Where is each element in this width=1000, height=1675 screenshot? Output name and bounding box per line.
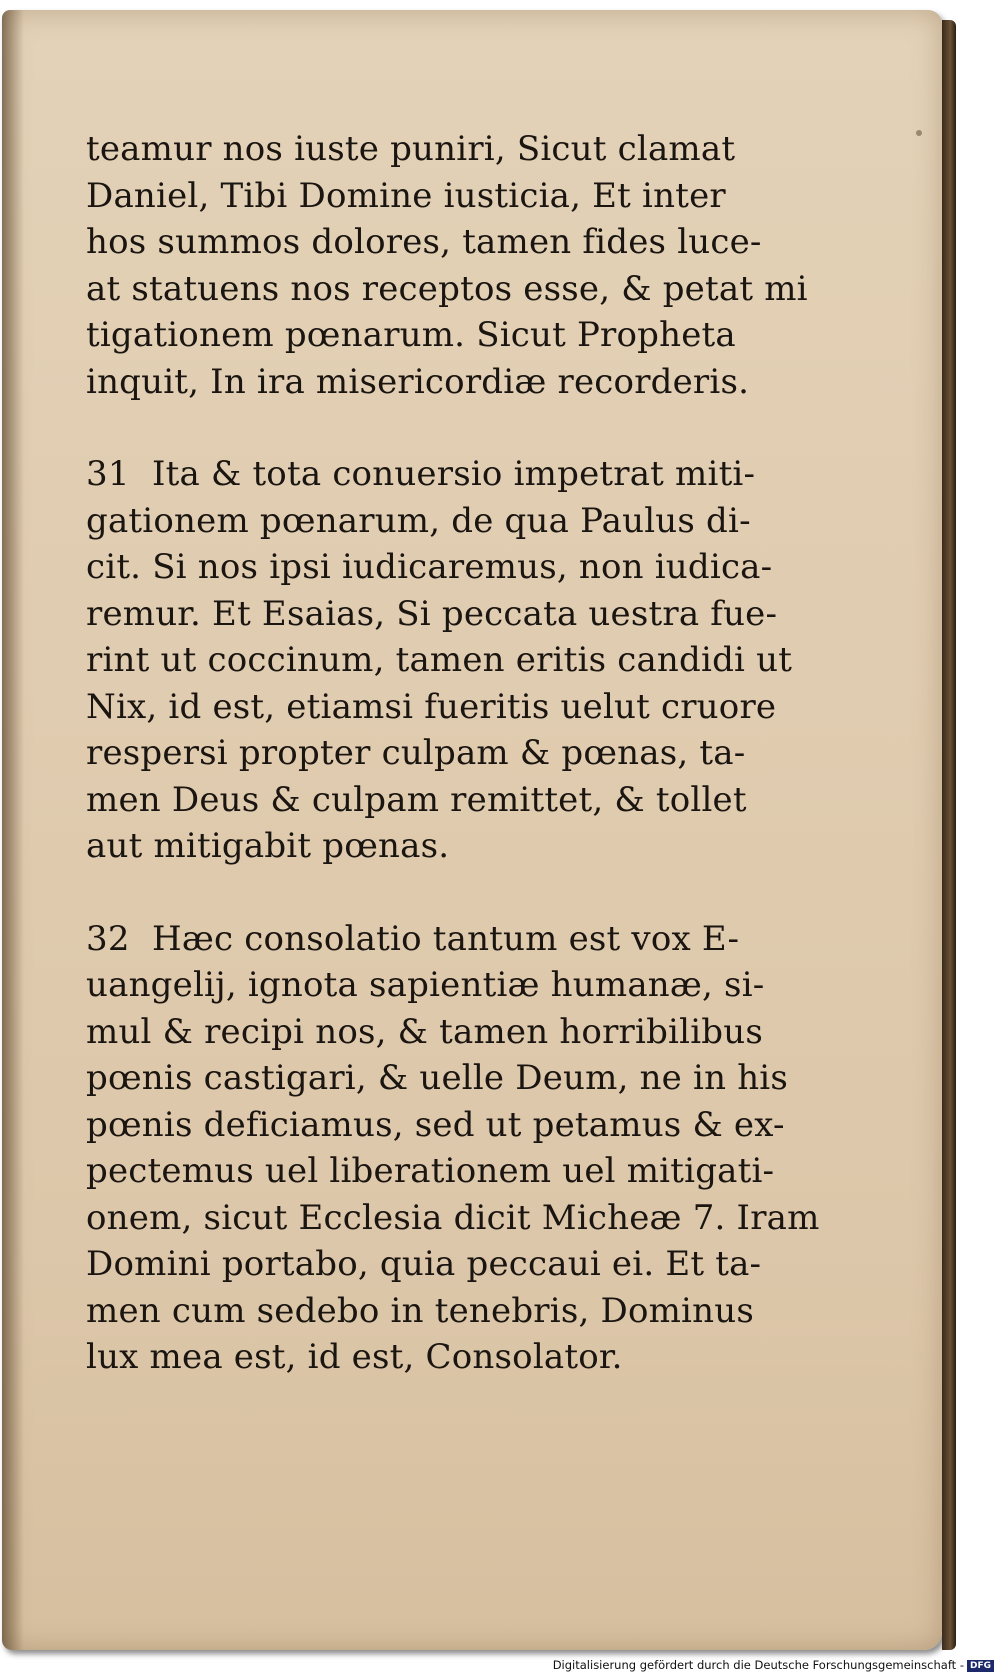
text-line: hos summos dolores, tamen fides luce- [86,222,762,262]
text-line [86,451,886,498]
text-line: men cum sedebo in tenebris, Dominus [86,1290,754,1331]
text-line-content: Hæc consolatio tantum est vox E- [152,918,740,959]
text-line-content: Ita & tota conuersio impetrat miti- [152,454,756,494]
paragraph-32 [86,916,886,1381]
text-line: respersi propter culpam & pœnas, ta- [86,733,746,773]
book-binding-edge [942,20,956,1650]
text-line: uangelij, ignota sapientiæ humanæ, si- [86,965,765,1005]
text-line: pectemus uel liberationem uel mitigati- [86,1151,775,1191]
text-line: Daniel, Tibi Domine iusticia, Et inter [86,175,726,216]
text-line: lux mea est, id est, Consolator. [86,1337,623,1377]
paragraph-gap [86,870,886,916]
text-line: inquit, In ira misericordiæ recorderis. [86,361,750,402]
text-line: Domini portabo, quia peccaui ei. Et ta- [86,1244,762,1284]
text-line: onem, sicut Ecclesia dicit Micheæ 7. Iram [86,1197,820,1238]
dfg-logo-badge: DFG [967,1660,994,1672]
credit-text: Digitalisierung gefördert durch die Deutsche Forschungsgemeinschaft - [552,1658,964,1672]
intro-paragraph [86,126,886,405]
paragraph-gap [86,405,886,451]
text-line [86,916,886,963]
text-line: men Deus & culpam remittet, & tollet [86,779,747,820]
text-line: mul & recipi nos, & tamen horribilibus [86,1011,763,1052]
text-line: at statuens nos receptos esse, & petat mi [86,268,808,309]
text-line: gationem pœnarum, de qua Paulus di- [86,500,751,541]
text-line: rint ut coccinum, tamen eritis candidi ut [86,640,793,680]
text-line: pœnis deficiamus, sed ut petamus & ex- [86,1104,785,1145]
digitization-credit [553,1658,994,1672]
page-text [86,126,886,1381]
text-line: cit. Si nos ipsi iudicaremus, non iudica- [86,547,773,587]
text-line: pœnis castigari, & uelle Deum, ne in his [86,1058,789,1098]
paper-speck [916,130,922,136]
text-line: aut mitigabit pœnas. [86,826,450,866]
paragraph-number: 31 [86,454,130,494]
text-line: Nix, id est, etiamsi fueritis uelut cruore [86,686,777,727]
paragraph-number: 32 [86,918,130,959]
text-line: teamur nos iuste puniri, Sicut clamat [86,129,736,169]
text-line: remur. Et Esaias, Si peccata uestra fue- [86,593,778,634]
text-line: tigationem pœnarum. Sicut Propheta [86,315,736,355]
paragraph-31 [86,451,886,870]
